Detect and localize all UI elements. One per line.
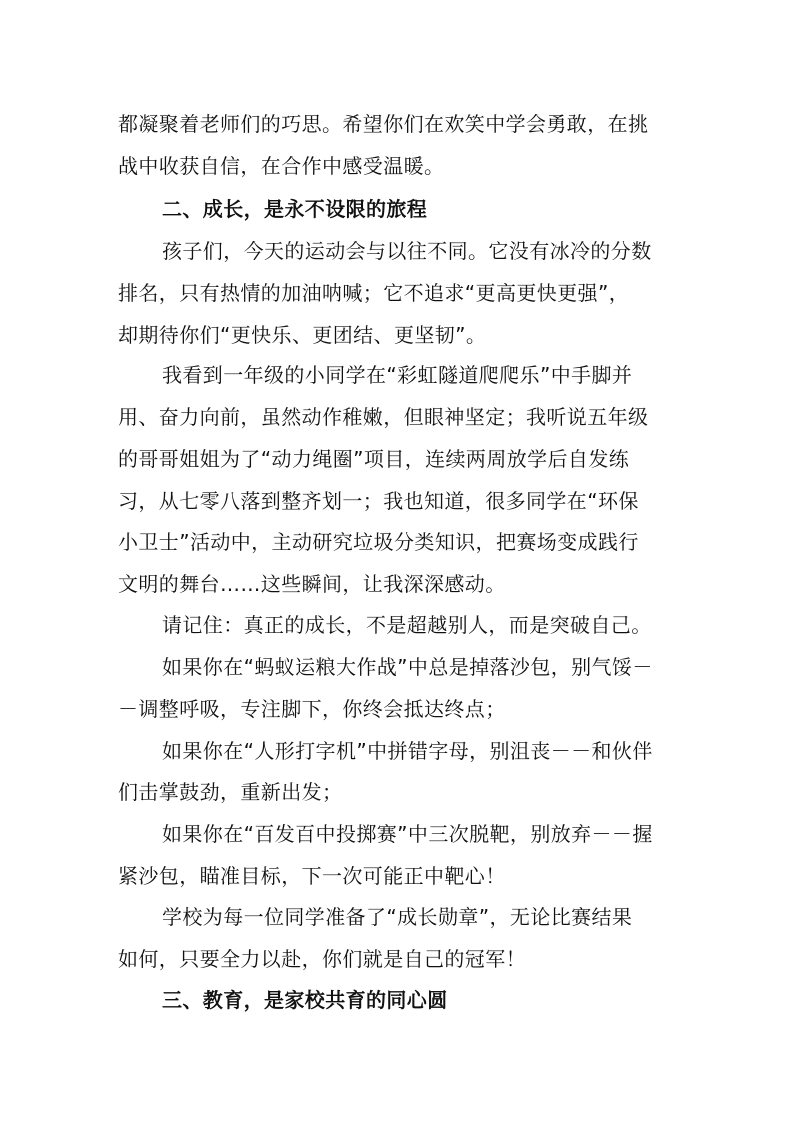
text-line: 紧沙包，瞄准目标，下一次可能正中靶心！ <box>118 864 506 888</box>
text-line: 小卫士”活动中，主动研究垃圾分类知识，把赛场变成践行 <box>118 530 639 554</box>
text-line: 如何，只要全力以赴，你们就是自己的冠军！ <box>118 947 526 971</box>
text-line: 如果你在“人形打字机”中拼错字母，别沮丧－－和伙伴 <box>162 739 653 763</box>
text-line: 请记住：真正的成长，不是超越别人，而是突破自己。 <box>162 613 652 637</box>
text-line: 如果你在“百发百中投掷赛”中三次脱靶，别放弃－－握 <box>162 822 653 846</box>
text-line: 却期待你们“更快乐、更团结、更坚韧”。 <box>118 323 487 347</box>
text-line: 战中收获自信，在合作中感受温暖。 <box>118 154 445 178</box>
text-line: －调整呼吸，专注脚下，你终会抵达终点； <box>118 697 506 721</box>
text-line: 我看到一年级的小同学在“彩虹隧道爬爬乐”中手脚并 <box>162 363 633 387</box>
text-line: 排名，只有热情的加油呐喊；它不追求“更高更快更强”， <box>118 281 630 305</box>
text-line: 孩子们，今天的运动会与以往不同。它没有冰冷的分数 <box>162 239 652 263</box>
text-line: 们击掌鼓劲，重新出发； <box>118 780 343 804</box>
text-line: 学校为每一位同学准备了“成长勋章”，无论比赛结果 <box>162 905 633 929</box>
text-line: 习，从七零八落到整齐划一；我也知道，很多同学在“环保 <box>118 489 639 513</box>
text-line: 都凝聚着老师们的巧思。希望你们在欢笑中学会勇敢，在挑 <box>118 112 649 136</box>
text-line: 用、奋力向前，虽然动作稚嫩，但眼神坚定；我听说五年级 <box>118 405 649 429</box>
section-heading: 二、成长，是永不设限的旅程 <box>162 197 428 221</box>
section-heading: 三、教育，是家校共育的同心圆 <box>162 988 448 1012</box>
text-line: 文明的舞台……这些瞬间，让我深深感动。 <box>118 572 506 596</box>
text-line: 如果你在“蚂蚁运粮大作战”中总是掉落沙包，别气馁－ <box>162 655 653 679</box>
text-line: 的哥哥姐姐为了“动力绳圈”项目，连续两周放学后自发练 <box>118 447 630 471</box>
